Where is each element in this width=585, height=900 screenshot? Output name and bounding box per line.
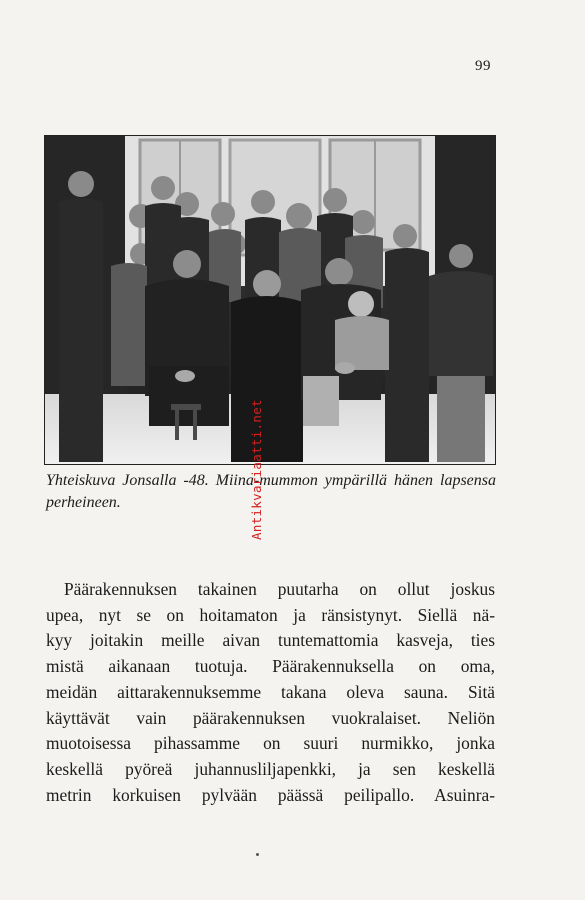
body-line: Päärakennuksen takainen puutarha on ollut joskus: [64, 579, 495, 599]
family-group-photo-illustration: [45, 136, 495, 464]
body-line: muotoisessa pihassamme on suuri nurmikko, jonka: [46, 733, 495, 754]
body-line: käyttävät vain päärakennuksen vuokralaiset. Neliön: [46, 707, 495, 728]
body-paragraph: [46, 577, 495, 808]
watermark: Antikvariaatti.net: [249, 399, 264, 540]
body-line: meidän aittarakennuksemme takana oleva sauna. Sitä: [46, 681, 495, 702]
body-line: kyy joitakin meille aivan tuntemattomia kasveja, ties: [46, 630, 495, 651]
family-photo: [44, 135, 496, 465]
page-number: 99: [475, 58, 491, 74]
body-line: metrin korkuisen pylvään päässä peilipallo. Asuinra-: [46, 784, 495, 805]
body-line: mistä aikanaan tuotuja. Päärakennuksella on oma,: [46, 656, 495, 677]
body-line: upea, nyt se on hoitamaton ja ränsistynyt. Siellä nä-: [46, 604, 495, 625]
ink-speck: [256, 853, 259, 856]
body-line: keskellä pyöreä juhannusliljapenkki, ja sen keskellä: [46, 758, 495, 779]
photo-caption: Yhteiskuva Jonsalla -48. Miina-mummon ympärillä hänen lapsensa perheineen.: [46, 472, 496, 511]
